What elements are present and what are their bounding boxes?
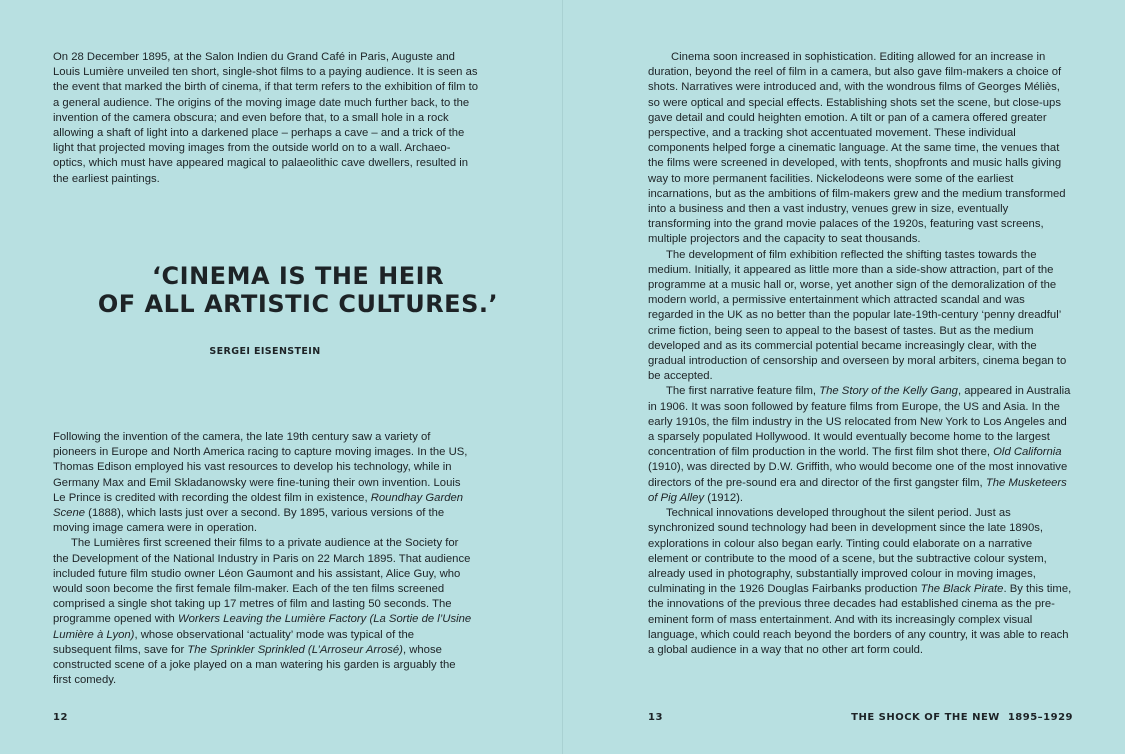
film-title: The Black Pirate <box>920 583 1004 596</box>
left-page <box>0 0 562 754</box>
page-number: 13 <box>648 712 663 723</box>
body-paragraph: The first narrative feature film, The Story of the Kelly Gang, appeared in Australia in 1906. It was soon followed by feature films from Europe, the US and Asia. In the early 1910s, the film industry in the US relocated from New York to Los Angeles and a sparsely populated Hollywood. It would eventually become home to the largest concentration of film production in the world. The first film shot there, Old California (1910), was directed by D.W. Griffith, who would become one of the most innovative directors of the pre-sound era and director of the first gangster film, The Musketeers of Pig Alley (1912). <box>648 385 1071 504</box>
pull-quote-line-2: OF ALL ARTISTIC CULTURES.’ <box>97 290 499 318</box>
page-number: 12 <box>53 712 68 723</box>
pull-quote <box>53 262 543 318</box>
film-title: The Musketeers of Pig Alley <box>648 476 1067 504</box>
right-body-block <box>648 50 1073 658</box>
pull-quote-line-1: ‘CINEMA IS THE HEIR <box>151 262 445 290</box>
right-page <box>563 0 1125 754</box>
left-body-block <box>53 430 473 688</box>
film-title: Roundhay Garden Scene <box>53 491 464 520</box>
intro-paragraph-block <box>53 50 483 187</box>
body-paragraph: Cinema soon increased in sophistication. Editing allowed for an increase in duration, beyond the reel of film in a camera, but also gave film-makers a choice of shots. Narratives were introduced and, with the wondrous films of Georges Méliès, so were optical and special effects. Establishing shots set the scene, but close-ups gave detail and could heighten emotion. A tilt or pan of a camera offered greater perspective, and a tracking shot accentuated movement. These individual components helped forge a cinematic language. At the same time, the venues that the films were screened in developed, with tents, shopfronts and music halls giving way to more permanent facilities. Nickelodeons were some of the earliest incarnations, but as the ambitions of film-makers grew and the medium transformed into a business and then a vast industry, venues grew in size, eventually transforming into the grand movie palaces of the 1920s, featuring vast screens, multiple projectors and the capacity to seat thousands. <box>648 51 1066 246</box>
film-title: The Story of the Kelly Gang <box>819 385 958 398</box>
body-paragraph: The development of film exhibition reflected the shifting tastes towards the medium. Initially, it appeared as little more than a side-show attraction, part of the programme at a music hall or, worse, yet another sign of the demoralization of the modern world, a permissive entertainment which attracted scandal and was regarded in the UK as no better than the popular late-19th-century ‘penny dreadful’ crime fiction, being seen to appeal to the basest of tastes. But as the medium developed and as its commercial potential became increasingly clear, with the gradual introduction of censorship and overseen by moral arbiters, cinema began to be accepted. <box>648 248 1067 383</box>
body-paragraph: Technical innovations developed throughout the silent period. Just as synchronized sound technology had been in development since the late 1890s, explorations in colour also began early. Tinting could elaborate on a narrative element or contribute to the mood of a scene, but the subtractive colour system, already used in photography, substantially improved colour in moving images, culminating in the 1926 Douglas Fairbanks production The Black Pirate. By this time, the innovations of the previous three decades had established cinema as the pre-eminent form of mass entertainment. And with its increasingly complex visual language, which could reach beyond the borders of any country, it was able to reach a global audience in a way that no other art form could. <box>648 507 1072 656</box>
running-head-title: THE SHOCK OF THE NEW <box>851 712 1000 723</box>
film-title: Old California <box>993 446 1062 459</box>
running-head-years: 1895–1929 <box>1007 712 1073 723</box>
body-paragraph: Following the invention of the camera, the late 19th century saw a variety of pioneers in Europe and North America racing to capture moving images. In the US, Thomas Edison employed his vast resources to develop his technology, while in Germany Max and Emil Skladanowsky were fine-tuning their own invention. Louis Le Prince is credited with recording the oldest film in existence, Roundhay Garden Scene (1888), which lasts just over a second. By 1895, various versions of the moving image camera were in operation. <box>53 431 468 535</box>
film-title: Workers Leaving the Lumière Factory (La Sortie de l’Usine Lumière à Lyon) <box>53 613 472 641</box>
intro-paragraph: On 28 December 1895, at the Salon Indien du Grand Café in Paris, Auguste and Louis Lumière unveiled ten short, single-shot films to a paying audience. It is seen as the event that marked the birth of cinema, if that term refers to the exhibition of film to a general audience. The origins of the moving image date much further back, to the invention of the camera obscura; and even before that, to a small hole in a rock allowing a shaft of light into a darkened place – perhaps a cave – and a trick of the light that projected moving images from the outside world on to a wall. Archaeo-optics, which must have appeared magical to palaeolithic cave dwellers, resulted in the earliest paintings. <box>53 51 479 185</box>
film-title: The Sprinkler Sprinkled (L’Arroseur Arrosé) <box>187 643 403 656</box>
quote-attribution: SERGEI EISENSTEIN <box>209 346 321 357</box>
running-head <box>851 712 1073 723</box>
body-paragraph: The Lumières first screened their films to a private audience at the Society for the Development of the National Industry in Paris on 22 March 1895. That audience included future film studio owner Léon Gaumont and his assistant, Alice Guy, who would soon become the first female film-maker. Each of the ten films screened comprised a single shot taking up 17 metres of film and lasting 50 seconds. The programme opened with Workers Leaving the Lumière Factory (La Sortie de l’Usine Lumière à Lyon), whose observational ‘actuality’ mode was typical of the subsequent films, save for The Sprinkler Sprinkled (L’Arroseur Arrosé), whose constructed scene of a joke played on a man watering his garden is arguably the first comedy. <box>53 537 472 687</box>
